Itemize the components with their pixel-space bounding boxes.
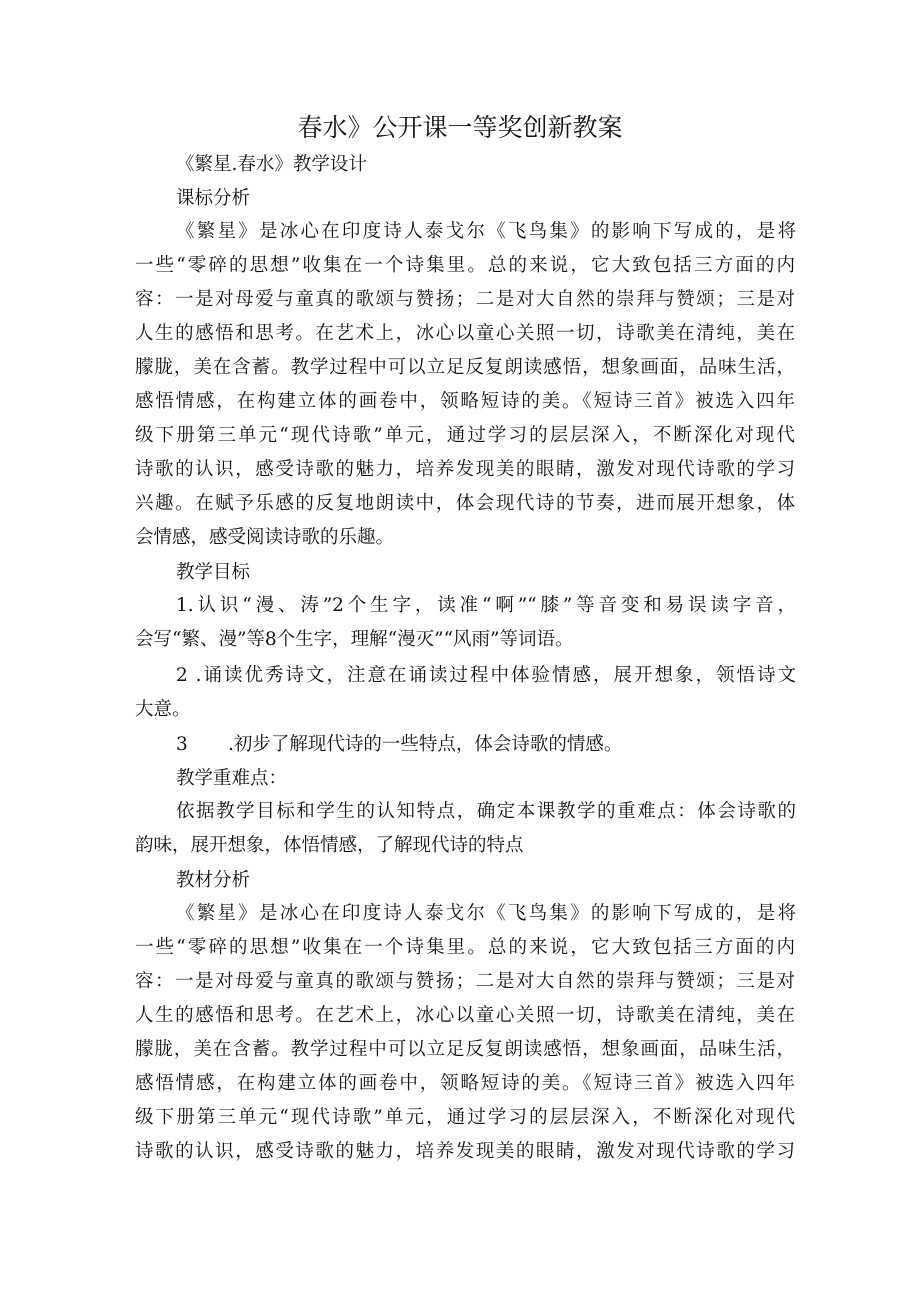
material-line: 朦胧，美在含蓄。教学过程中可以立足反复朗读感悟，想象画面，品味生活， xyxy=(135,1039,795,1060)
curriculum-line: 《繁星》是冰心在印度诗人泰戈尔《飞鸟集》的影响下写成的，是将 xyxy=(176,221,796,242)
material-line: 级下册第三单元“现代诗歌”单元，通过学习的层层深入，不断深化对现代 xyxy=(135,1107,795,1128)
goal-1-line: 会写“繁、漫”等8个生字，理解“漫灭”“风雨”等词语。 xyxy=(135,629,574,650)
curriculum-line: 人生的感悟和思考。在艺术上，冰心以童心关照一切，诗歌美在清纯，美在 xyxy=(135,323,795,344)
goals-heading: 教学目标 xyxy=(176,562,251,583)
material-heading: 教材分析 xyxy=(176,870,251,891)
keypoints-line: 依据教学目标和学生的认知特点，确定本课教学的重难点：体会诗歌的 xyxy=(176,801,796,822)
curriculum-line: 一些“零碎的思想”收集在一个诗集里。总的来说，它大致包括三方面的内 xyxy=(135,255,795,276)
material-line: 容：一是对母爱与童真的歌颂与赞扬；二是对大自然的崇拜与赞颂；三是对 xyxy=(135,971,795,992)
curriculum-line: 会情感，感受阅读诗歌的乐趣。 xyxy=(135,527,395,548)
goal-3-number: 3 xyxy=(176,734,188,755)
material-line: 人生的感悟和思考。在艺术上，冰心以童心关照一切，诗歌美在清纯，美在 xyxy=(135,1005,795,1026)
goal-2-line: 2 .诵读优秀诗文，注意在诵读过程中体验情感，展开想象，领悟诗文 xyxy=(176,665,796,686)
subtitle: 《繁星.春水》教学设计 xyxy=(176,154,367,175)
document-title: 春水》公开课一等奖创新教案 xyxy=(297,113,623,142)
material-line: 一些“零碎的思想”收集在一个诗集里。总的来说，它大致包括三方面的内 xyxy=(135,937,795,958)
keypoints-heading: 教学重难点： xyxy=(176,768,288,789)
keypoints-line: 韵味，展开想象，体悟情感，了解现代诗的特点 xyxy=(135,835,524,856)
curriculum-line: 兴趣。在赋予乐感的反复地朗读中，体会现代诗的节奏，进而展开想象，体 xyxy=(135,493,795,514)
material-line: 感悟情感，在构建立体的画卷中，领略短诗的美。《短诗三首》被选入四年 xyxy=(135,1073,795,1094)
curriculum-line: 诗歌的认识，感受诗歌的魅力，培养发现美的眼睛，激发对现代诗歌的学习 xyxy=(135,459,795,480)
curriculum-line: 级下册第三单元“现代诗歌”单元，通过学习的层层深入，不断深化对现代 xyxy=(135,425,795,446)
material-line: 《繁星》是冰心在印度诗人泰戈尔《飞鸟集》的影响下写成的，是将 xyxy=(176,903,796,924)
goal-2-line: 大意。 xyxy=(135,699,191,720)
curriculum-line: 感悟情感，在构建立体的画卷中，领略短诗的美。《短诗三首》被选入四年 xyxy=(135,391,795,412)
curriculum-line: 朦胧，美在含蓄。教学过程中可以立足反复朗读感悟，想象画面，品味生活， xyxy=(135,357,795,378)
material-line: 诗歌的认识，感受诗歌的魅力，培养发现美的眼睛，激发对现代诗歌的学习 xyxy=(135,1141,795,1162)
goal-3-text: .初步了解现代诗的一些特点，体会诗歌的情感。 xyxy=(228,734,623,755)
goal-1-line: 1.认识“漫、涛”2个生字，读准“啊”“膝”等音变和易误读字音， xyxy=(176,595,796,616)
curriculum-heading: 课标分析 xyxy=(176,188,251,209)
curriculum-line: 容：一是对母爱与童真的歌颂与赞扬；二是对大自然的崇拜与赞颂；三是对 xyxy=(135,289,795,310)
